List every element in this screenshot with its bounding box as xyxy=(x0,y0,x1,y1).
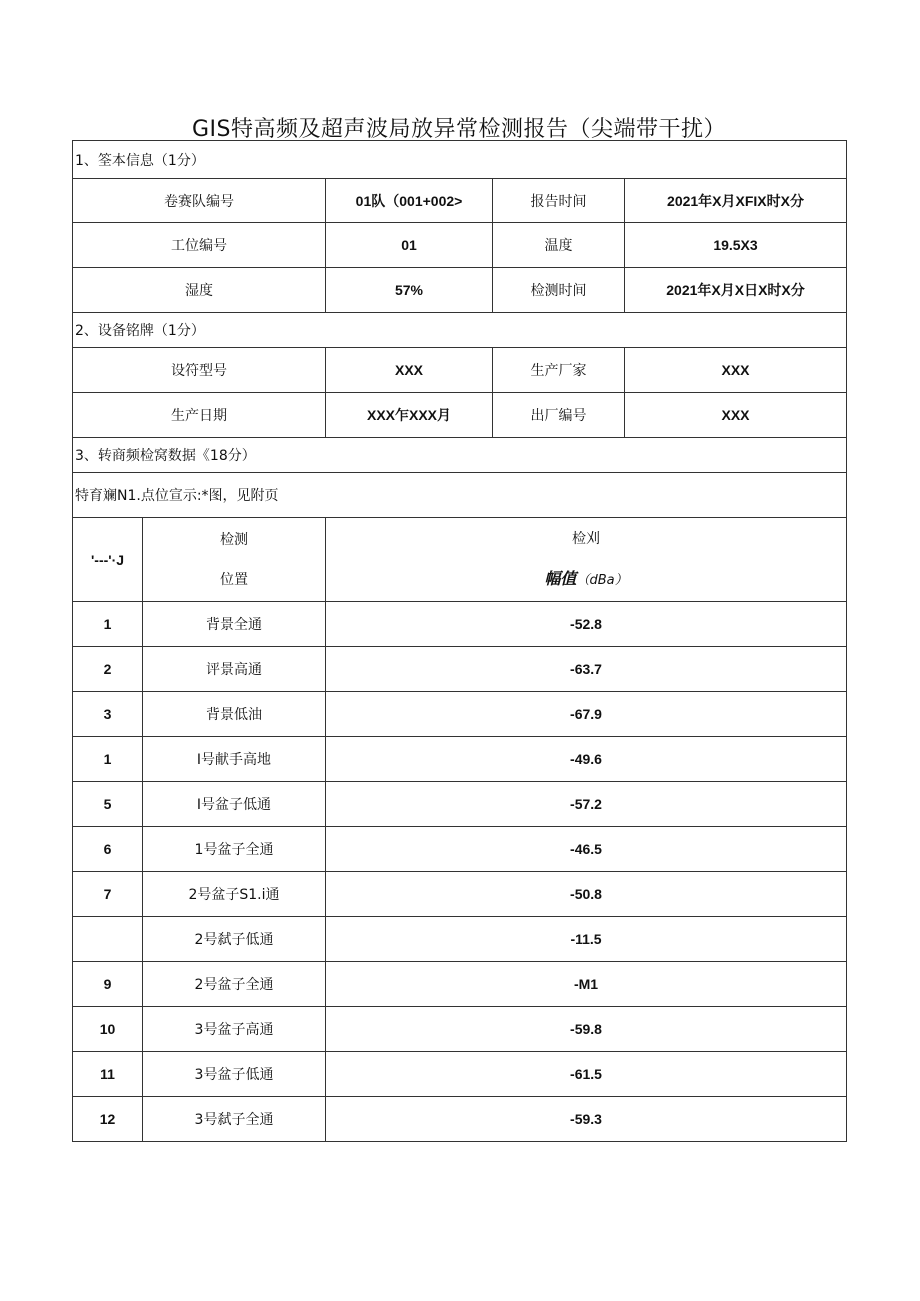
table-row xyxy=(73,647,847,692)
field-value: 2021年X月XFIX时X分 xyxy=(625,179,847,223)
basic-info-row xyxy=(73,223,847,268)
section-basic-info-heading: 1、筌本信息（1分） xyxy=(73,141,847,179)
nameplate-row xyxy=(73,348,847,393)
row-index: 6 xyxy=(73,827,143,872)
amplitude-header-line2: 幅值 xyxy=(544,568,577,588)
table-row xyxy=(73,1052,847,1097)
amplitude-header-line1: 检刈 xyxy=(572,530,600,547)
field-label: 生产日期 xyxy=(73,393,326,438)
section-uhf-data-heading: 3、转商频检窝数据《18分） xyxy=(73,438,847,473)
field-label: 报告时间 xyxy=(493,179,625,223)
field-label: 出厂编号 xyxy=(493,393,625,438)
field-value: 01 xyxy=(326,223,493,268)
field-label: 生产厂家 xyxy=(493,348,625,393)
field-value: XXX xyxy=(625,393,847,438)
table-row xyxy=(73,962,847,1007)
amplitude-value: -63.7 xyxy=(326,647,847,692)
amplitude-value: -61.5 xyxy=(326,1052,847,1097)
report-title: GIS特高频及超声波局放异常检测报告（尖端带干扰） xyxy=(191,117,726,142)
amplitude-value: -50.8 xyxy=(326,872,847,917)
table-row xyxy=(73,782,847,827)
table-row xyxy=(73,692,847,737)
field-label: 湿度 xyxy=(73,268,326,313)
amplitude-column-header xyxy=(326,518,847,602)
measurement-position: 3号弑子全通 xyxy=(143,1097,326,1142)
field-label: 设符型号 xyxy=(73,348,326,393)
measurement-position: 3号盆子高通 xyxy=(143,1007,326,1052)
position-column-header xyxy=(143,518,326,602)
field-value: XXX xyxy=(625,348,847,393)
row-index: 1 xyxy=(73,737,143,782)
row-index: 5 xyxy=(73,782,143,827)
measurement-position: 2号弑子低通 xyxy=(143,917,326,962)
measurement-position: 3号盆子低通 xyxy=(143,1052,326,1097)
field-label: 工位编号 xyxy=(73,223,326,268)
row-index: 3 xyxy=(73,692,143,737)
table-row xyxy=(73,1007,847,1052)
report-sheet xyxy=(72,140,846,1142)
field-value: 01队（001+002> xyxy=(326,179,493,223)
measurement-position: 背景全通 xyxy=(143,602,326,647)
row-index: 12 xyxy=(73,1097,143,1142)
row-index: 10 xyxy=(73,1007,143,1052)
basic-info-row xyxy=(73,268,847,313)
section-nameplate-heading: 2、设备铭牌（1分） xyxy=(73,313,847,348)
amplitude-unit: （dBa） xyxy=(576,572,628,588)
amplitude-value: -52.8 xyxy=(326,602,847,647)
table-row xyxy=(73,1097,847,1142)
amplitude-value: -59.8 xyxy=(326,1007,847,1052)
field-label: 卷赛队编号 xyxy=(73,179,326,223)
row-index: 7 xyxy=(73,872,143,917)
table-row xyxy=(73,827,847,872)
row-index: 2 xyxy=(73,647,143,692)
amplitude-value: -57.2 xyxy=(326,782,847,827)
index-column-header: '---'·J xyxy=(73,518,143,602)
measurement-position: 2号盆子全通 xyxy=(143,962,326,1007)
table-row xyxy=(73,737,847,782)
field-label: 检测时间 xyxy=(493,268,625,313)
basic-info-row xyxy=(73,179,847,223)
amplitude-value: -46.5 xyxy=(326,827,847,872)
field-value: XXX乍XXX月 xyxy=(326,393,493,438)
report-table xyxy=(72,140,847,1142)
field-value: 19.5X3 xyxy=(625,223,847,268)
measurement-position: 2号盆子S1.i通 xyxy=(143,872,326,917)
measurement-position: I号献手高地 xyxy=(143,737,326,782)
row-index xyxy=(73,917,143,962)
amplitude-value: -49.6 xyxy=(326,737,847,782)
row-index: 11 xyxy=(73,1052,143,1097)
table-row xyxy=(73,917,847,962)
field-label: 温度 xyxy=(493,223,625,268)
position-header-line1: 检测 xyxy=(220,531,248,548)
row-index: 9 xyxy=(73,962,143,1007)
field-value: 57% xyxy=(326,268,493,313)
measurement-position: 评景高通 xyxy=(143,647,326,692)
amplitude-value: -67.9 xyxy=(326,692,847,737)
field-value: 2021年X月X日X时X分 xyxy=(625,268,847,313)
measurement-position: 1号盆子全通 xyxy=(143,827,326,872)
field-value: XXX xyxy=(326,348,493,393)
amplitude-value: -M1 xyxy=(326,962,847,1007)
amplitude-value: -11.5 xyxy=(326,917,847,962)
row-index: 1 xyxy=(73,602,143,647)
measurement-position: I号盆子低通 xyxy=(143,782,326,827)
nameplate-row xyxy=(73,393,847,438)
position-header-line2: 位置 xyxy=(220,571,248,588)
table-row xyxy=(73,872,847,917)
measurement-position: 背景低油 xyxy=(143,692,326,737)
measurement-point-note: 特育斓N1.点位宣示:*图，见附页 xyxy=(73,473,847,518)
amplitude-value: -59.3 xyxy=(326,1097,847,1142)
data-header-row xyxy=(73,518,847,602)
table-row xyxy=(73,602,847,647)
